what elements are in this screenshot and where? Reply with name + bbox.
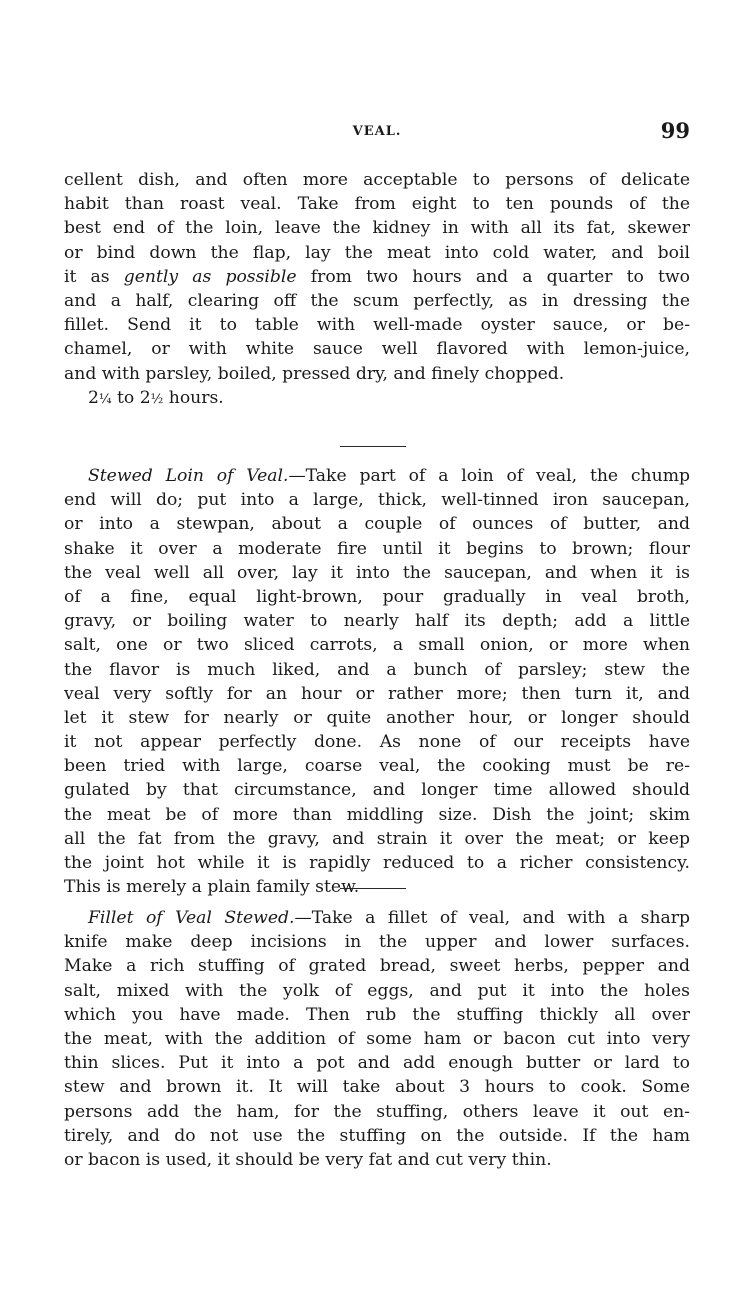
recipe-title: Fillet of Veal Stewed.: [88, 908, 295, 928]
recipe-stewed-loin: [64, 464, 690, 899]
text-line: persons add the ham, for the stuffing, others leave it out en-: [64, 1101, 690, 1122]
text-line: [64, 906, 690, 930]
time-unit: hours.: [163, 387, 224, 408]
text-line: cellent dish, and often more acceptable to persons of delicate: [64, 170, 690, 190]
section-divider: [340, 888, 406, 889]
section-divider: [340, 446, 406, 447]
text-line: gulated by that circumstance, and longer time allowed should: [64, 780, 690, 801]
text-fragment: it as: [64, 266, 124, 287]
text-line: habit than roast veal. Take from eight to ten pounds of the: [64, 194, 690, 215]
time-fraction: ¼: [98, 391, 112, 407]
cooking-time: [64, 386, 690, 410]
text-line: of a fine, equal light-brown, pour gradually in veal broth,: [64, 586, 690, 607]
text-line: chamel, or with white sauce well flavored with lemon-juice,: [64, 339, 690, 360]
text-fragment: —Take a fillet of veal, and with a sharp: [294, 908, 690, 928]
text-line: thin slices. Put it into a pot and add enough butter or lard to: [64, 1053, 690, 1074]
text-line: the joint hot while it is rapidly reduced to a richer consistency.: [64, 853, 690, 873]
emphasis-text: gently as possible: [123, 266, 297, 287]
text-line: [64, 265, 690, 289]
text-line: gravy, or boiling water to nearly half its depth; add a little: [64, 611, 690, 632]
text-line: Make a rich stuffing of grated bread, sweet herbs, pepper and: [64, 956, 690, 977]
page-header: [64, 118, 690, 148]
running-head: VEAL.: [352, 124, 402, 139]
text-line: or bacon is used, it should be very fat and cut very thin.: [64, 1149, 552, 1170]
text-line: end will do; put into a large, thick, well-tinned iron saucepan,: [64, 490, 690, 511]
time-whole: 2: [139, 387, 151, 408]
recipe-fillet-stewed: [64, 906, 690, 1172]
text-line: the meat be of more than middling size. Dish the joint; skim: [64, 804, 690, 825]
text-line: all the fat from the gravy, and strain it over the meat; or keep: [64, 828, 690, 849]
text-line: the veal well all over, lay it into the saucepan, and when it is: [64, 562, 690, 583]
recipe-title: Stewed Loin of Veal.: [88, 466, 289, 486]
text-line: This is merely a plain family stew.: [64, 877, 360, 898]
text-line: been tried with large, coarse veal, the cooking must be re-: [64, 756, 690, 777]
text-line: knife make deep incisions in the upper and lower surfaces.: [64, 932, 690, 953]
time-whole: 2: [88, 387, 99, 408]
text-fragment: —Take part of a loin of veal, the chump: [288, 466, 690, 486]
paragraph-boiled-loin: [64, 168, 690, 410]
page-number: 99: [660, 118, 690, 143]
text-line: salt, one or two sliced carrots, a small onion, or more when: [64, 635, 690, 656]
text-line: the flavor is much liked, and a bunch of parsley; stew the: [64, 659, 690, 680]
time-fraction: ½: [150, 391, 164, 407]
text-line: and with parsley, boiled, pressed dry, and finely chopped.: [64, 363, 565, 384]
text-line: or into a stewpan, about a couple of ounces of butter, and: [64, 514, 690, 535]
text-line: best end of the loin, leave the kidney in with all its fat, skewer: [64, 218, 690, 239]
text-line: or bind down the flap, lay the meat into cold water, and boil: [64, 242, 690, 263]
text-line: and a half, clearing off the scum perfectly, as in dressing the: [64, 290, 690, 311]
text-line: it not appear perfectly done. As none of our receipts have: [64, 732, 690, 753]
text-line: stew and brown it. It will take about 3 hours to cook. Some: [64, 1077, 690, 1098]
text-line: the meat, with the addition of some ham or bacon cut into very: [64, 1028, 690, 1049]
time-to: to: [111, 387, 140, 408]
text-line: fillet. Send it to table with well-made oyster sauce, or be-: [64, 315, 690, 336]
text-line: salt, mixed with the yolk of eggs, and put it into the holes: [64, 980, 690, 1001]
text-line: veal very softly for an hour or rather more; then turn it, and: [64, 683, 690, 704]
text-line: [64, 464, 690, 488]
text-fragment: from two hours and a quarter to two: [296, 266, 690, 287]
text-line: shake it over a moderate fire until it begins to brown; flour: [64, 538, 690, 559]
text-line: let it stew for nearly or quite another hour, or longer should: [64, 707, 690, 728]
text-line: tirely, and do not use the stuffing on the outside. If the ham: [64, 1125, 690, 1146]
text-line: which you have made. Then rub the stuffing thickly all over: [64, 1004, 690, 1025]
